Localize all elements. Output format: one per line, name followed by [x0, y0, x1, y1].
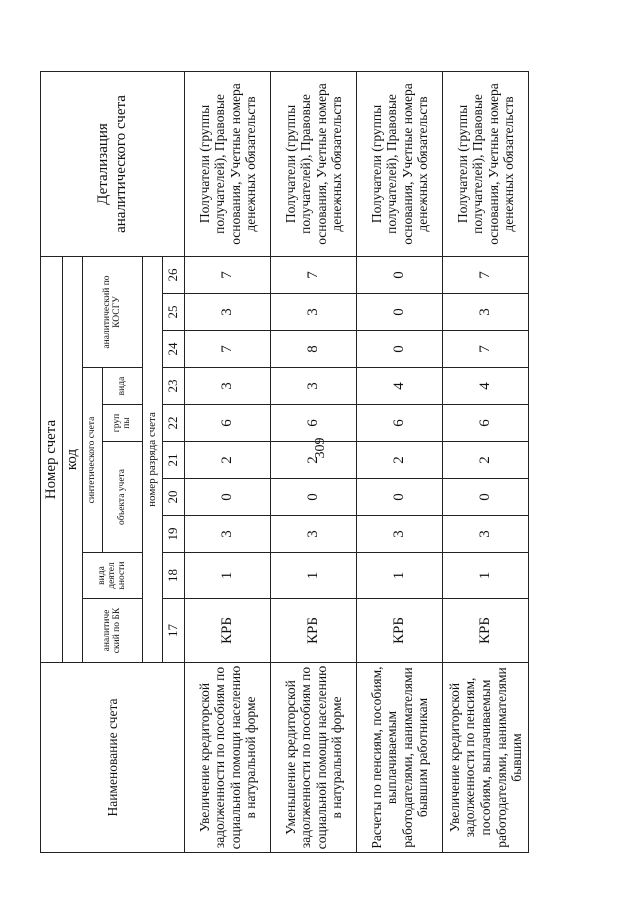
- header-kind: вида: [103, 368, 143, 405]
- digit-19: 19: [163, 516, 185, 553]
- cell-value: 6: [443, 405, 529, 442]
- cell-value: 8: [271, 331, 357, 368]
- cell-value: 3: [185, 368, 271, 405]
- cell-value: 0: [357, 331, 443, 368]
- header-digit-number: номер разряда счета: [143, 257, 163, 663]
- row-detail: Получатели (группы получателей), Правовые основания, Учетные номера денежных обязательств: [271, 72, 357, 257]
- row-detail: Получатели (группы получателей), Правовые основания, Учетные номера денежных обязательств: [443, 72, 529, 257]
- table-row: [443, 72, 529, 853]
- cell-value: 7: [443, 331, 529, 368]
- cell-value: 0: [357, 257, 443, 294]
- cell-value: 3: [271, 294, 357, 331]
- cell-value: 1: [185, 553, 271, 599]
- header-activity-type: вида деятел ьности: [83, 553, 143, 599]
- cell-value: 2: [357, 442, 443, 479]
- cell-value: 0: [271, 479, 357, 516]
- digit-25: 25: [163, 294, 185, 331]
- digit-17: 17: [163, 599, 185, 663]
- digit-18: 18: [163, 553, 185, 599]
- cell-value: 3: [443, 516, 529, 553]
- cell-value: КРБ: [443, 599, 529, 663]
- row-name: Расчеты по пенсиям, пособиям, выплачиваемым работодателями, нанимателями бывшим работникам: [357, 663, 443, 853]
- cell-value: 2: [185, 442, 271, 479]
- cell-value: 4: [443, 368, 529, 405]
- cell-value: 1: [357, 553, 443, 599]
- cell-value: 3: [443, 294, 529, 331]
- table-row: [357, 72, 443, 853]
- cell-value: 0: [443, 479, 529, 516]
- header-account-number: Номер счета: [41, 257, 63, 663]
- cell-value: 7: [271, 257, 357, 294]
- digit-24: 24: [163, 331, 185, 368]
- row-detail: Получатели (группы получателей), Правовые основания, Учетные номера денежных обязательств: [185, 72, 271, 257]
- row-name: Увеличение кредиторской задолженности по пособиям по социальной помощи населению в натуральной форме: [185, 663, 271, 853]
- header-group: груп пы: [103, 405, 143, 442]
- cell-value: 2: [443, 442, 529, 479]
- header-kosgu: аналитический по КОСГУ: [83, 257, 143, 368]
- cell-value: 3: [185, 516, 271, 553]
- row-name: Увеличение кредиторской задолженности по пенсиям, пособиям, выплачиваемым работодателями, нанимателями бывшим: [443, 663, 529, 853]
- table-row: [185, 72, 271, 853]
- cell-value: 2: [271, 442, 357, 479]
- header-name: Наименование счета: [41, 663, 185, 853]
- accounts-table: [40, 71, 529, 853]
- cell-value: 3: [271, 516, 357, 553]
- cell-value: 1: [443, 553, 529, 599]
- cell-value: КРБ: [357, 599, 443, 663]
- table-row: [271, 72, 357, 853]
- cell-value: 0: [357, 294, 443, 331]
- cell-value: КРБ: [271, 599, 357, 663]
- digit-20: 20: [163, 479, 185, 516]
- header-detail: Детализация аналитического счета: [41, 72, 185, 257]
- cell-value: 7: [185, 257, 271, 294]
- cell-value: 0: [185, 479, 271, 516]
- digit-23: 23: [163, 368, 185, 405]
- cell-value: КРБ: [185, 599, 271, 663]
- cell-value: 3: [185, 294, 271, 331]
- cell-value: 3: [271, 368, 357, 405]
- digit-26: 26: [163, 257, 185, 294]
- header-object: объекта учета: [103, 442, 143, 553]
- cell-value: 4: [357, 368, 443, 405]
- cell-value: 7: [443, 257, 529, 294]
- cell-value: 1: [271, 553, 357, 599]
- digit-21: 21: [163, 442, 185, 479]
- page-number: 309: [313, 437, 328, 459]
- row-detail: Получатели (группы получателей), Правовые основания, Учетные номера денежных обязательств: [357, 72, 443, 257]
- row-name: Уменьшение кредиторской задолженности по пособиям по социальной помощи населению в натуральной форме: [271, 663, 357, 853]
- header-synthetic: синтетического счета: [83, 368, 103, 553]
- cell-value: 7: [185, 331, 271, 368]
- cell-value: 6: [357, 405, 443, 442]
- cell-value: 6: [185, 405, 271, 442]
- cell-value: 0: [357, 479, 443, 516]
- cell-value: 6: [271, 405, 357, 442]
- cell-value: 3: [357, 516, 443, 553]
- header-analytic-bk: аналитиче ский по БК: [83, 599, 143, 663]
- digit-22: 22: [163, 405, 185, 442]
- header-code: код: [63, 257, 83, 663]
